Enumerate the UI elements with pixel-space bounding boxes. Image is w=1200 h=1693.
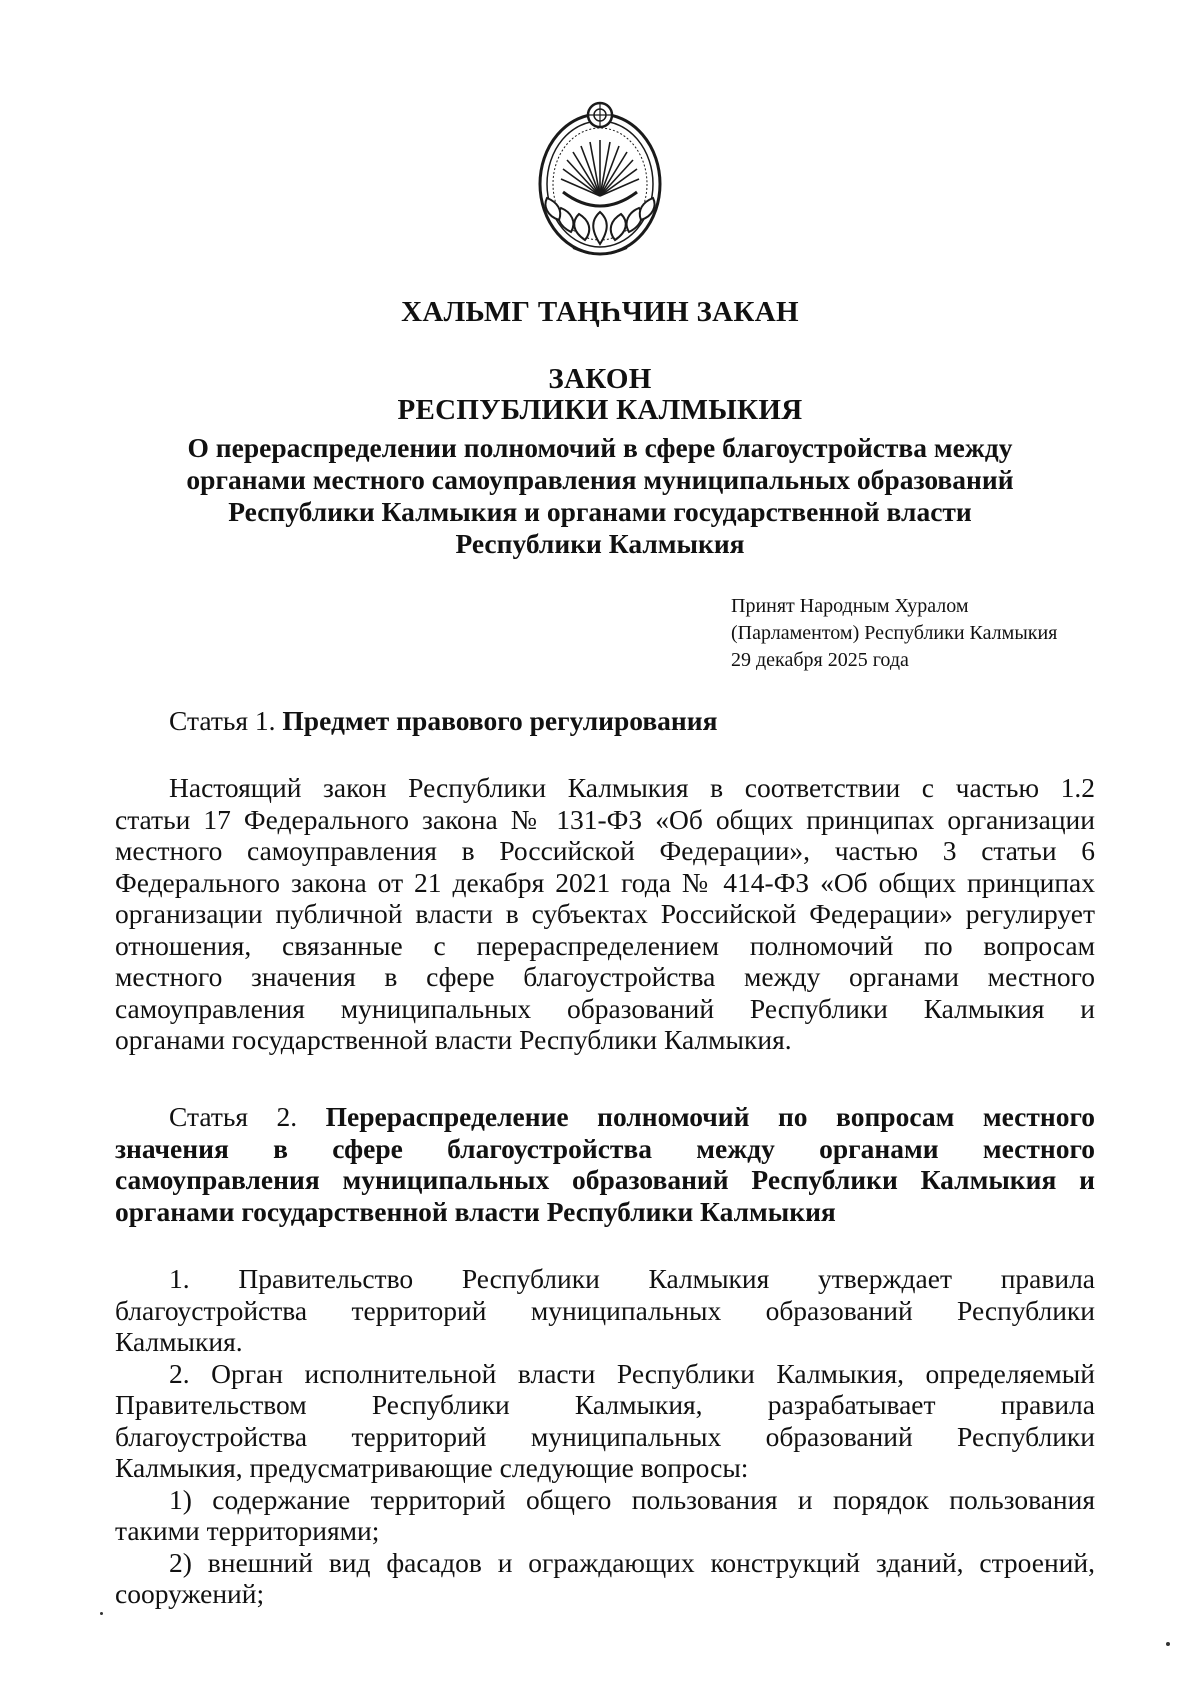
article-1-line: отношения, связанные с перераспределением полномочий по вопросам bbox=[115, 929, 1095, 961]
law-subject-line: О перераспределении полномочий в сфере благоустройства между bbox=[187, 432, 1013, 463]
adoption-note bbox=[731, 593, 1057, 674]
article-2-title-line: органами государственной власти Республики Калмыкия bbox=[115, 1195, 836, 1227]
article-1-line: организации публичной власти в субъектах Российской Федерации» регулирует bbox=[115, 898, 1095, 929]
kalmykia-coat-of-arms-icon bbox=[533, 98, 667, 262]
article-2-line: сооружений; bbox=[115, 1578, 265, 1609]
article-1-line: Настоящий закон Республики Калмыкия в соответствии с частью 1.2 bbox=[169, 772, 1095, 803]
article-1-line: местного значения в сфере благоустройства между органами местного bbox=[115, 961, 1095, 992]
article-2-heading bbox=[115, 1101, 1095, 1227]
article-2-line: Правительством Республики Калмыкия, разрабатывает правила bbox=[115, 1389, 1095, 1420]
article-2-line: благоустройства территорий муниципальных образований Республики bbox=[115, 1420, 1095, 1452]
article-2-title-line: значения в сфере благоустройства между органами местного bbox=[115, 1132, 1095, 1164]
republic-heading: РЕСПУБЛИКИ КАЛМЫКИЯ bbox=[397, 394, 803, 426]
article-2-line: 2) внешний вид фасадов и ограждающих конструкций зданий, строений, bbox=[169, 1546, 1095, 1578]
article-1-heading bbox=[115, 705, 1095, 737]
article-1-title: Предмет правового регулирования bbox=[282, 705, 718, 736]
article-1-line: Федерального закона от 21 декабря 2021 года № 414-ФЗ «Об общих принципах bbox=[115, 866, 1095, 898]
law-subject-line: Республики Калмыкия bbox=[455, 528, 745, 559]
adoption-date: 29 декабря 2025 года bbox=[731, 649, 909, 671]
article-2-body bbox=[115, 1263, 1095, 1610]
adoption-line: (Парламентом) Республики Калмыкия bbox=[731, 622, 1058, 644]
article-1-prefix: Статья 1. bbox=[169, 705, 276, 736]
article-2-line: 1) содержание территорий общего пользования и порядок пользования bbox=[169, 1483, 1095, 1515]
article-2-line: благоустройства территорий муниципальных образований Республики bbox=[115, 1294, 1095, 1326]
article-1-line: органами государственной власти Республики Калмыкия. bbox=[115, 1024, 792, 1055]
article-2-line: Калмыкия. bbox=[115, 1326, 243, 1357]
article-1-line: самоуправления муниципальных образований Республики Калмыкия и bbox=[115, 992, 1095, 1024]
law-subject-line: органами местного самоуправления муниципальных образований bbox=[186, 464, 1014, 495]
article-2-title-line: самоуправления муниципальных образований Республики Калмыкия и bbox=[115, 1164, 1095, 1195]
scan-speck bbox=[1166, 1642, 1170, 1646]
article-1-body bbox=[115, 772, 1095, 1056]
law-heading: ЗАКОН bbox=[548, 363, 652, 395]
article-2-line: 2. Орган исполнительной власти Республики Калмыкия, определяемый bbox=[169, 1357, 1095, 1389]
scan-speck bbox=[100, 1612, 103, 1615]
article-1-line: статьи 17 Федерального закона № 131-ФЗ «Об общих принципах организации bbox=[115, 803, 1095, 835]
kalmyk-title: ХАЛЬМГ ТАҢҺЧИН ЗАКАН bbox=[401, 296, 799, 328]
adoption-line: Принят Народным Хуралом bbox=[731, 595, 969, 617]
article-2-line: 1. Правительство Республики Калмыкия утверждает правила bbox=[169, 1263, 1095, 1294]
article-2-title-line: Перераспределение полномочий по вопросам местного bbox=[325, 1101, 1095, 1132]
article-2-line: такими территориями; bbox=[115, 1515, 380, 1546]
article-2-line: Калмыкия, предусматривающие следующие вопросы: bbox=[115, 1452, 749, 1483]
law-subject-line: Республики Калмыкия и органами государственной власти bbox=[228, 496, 972, 527]
article-1-line: местного самоуправления в Российской Федерации», частью 3 статьи 6 bbox=[115, 835, 1095, 866]
article-2-prefix: Статья 2. bbox=[169, 1101, 298, 1132]
